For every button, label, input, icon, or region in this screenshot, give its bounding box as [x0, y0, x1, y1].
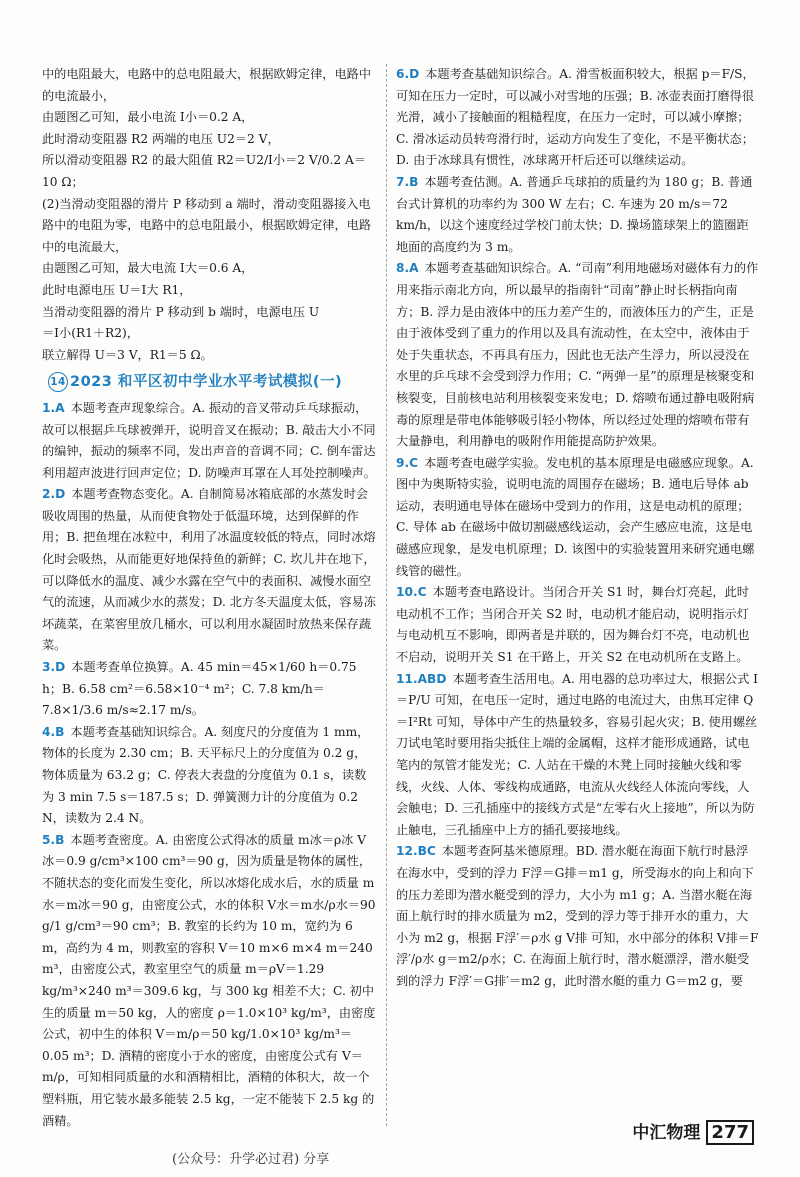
answer-key: B — [55, 724, 65, 739]
answer-key: ABD — [417, 671, 447, 686]
text-line: 的电流最小， — [42, 88, 116, 103]
answer-key: A — [55, 400, 65, 415]
text-line: ＝I小(R1＋R2)， — [42, 326, 139, 341]
item-number: 2. — [42, 487, 56, 502]
text-line: 由题图乙可知，最大电流 I大＝0.6 A， — [42, 261, 254, 276]
item-number: 6. — [396, 67, 410, 81]
answer-key: D — [55, 487, 66, 502]
item-text: 本题考查估测。A. 普通乒乓球拍的质量约为 180 g；B. 普通台式计算机的功率约为 300 W 左右；C. 车速为 20 m/s＝72 km/h，以这个速度经过学校门前太快；D. 操场篮球架上的篮圈距地面的高度约为 3 m。 — [396, 174, 753, 254]
answer-item — [396, 582, 760, 668]
item-text: 本题考查单位换算。A. 45 min＝45×1/60 h＝0.75 h；B. 6.58 cm²＝6.58×10⁻⁴ m²；C. 7.8 km/h＝7.8×1/3.6 m/s≈2.17 m/s。 — [42, 660, 357, 718]
text-line: 中的电流最大， — [42, 239, 128, 254]
answer-key: A — [409, 261, 419, 276]
text-line: 此时电源电压 U＝I大 R1， — [42, 282, 192, 297]
answer-key: B — [55, 832, 65, 847]
answer-item — [396, 841, 760, 992]
answer-item — [42, 657, 378, 722]
text-line: (2)当滑动变阻器的滑片 P 移动到 a 端时，滑动变阻器接入电 — [42, 196, 371, 211]
answer-item — [396, 669, 760, 842]
item-text: 本题考查物态变化。A. 自制简易冰箱底部的水蒸发时会吸收周围的热量，从而使食物处于低温环境，达到保鲜的作用；B. 把鱼埋在冰粒中，利用了冰温度较低的特点，同时冰熔化时会吸热，从而能更好地保持鱼的新鲜；C. 坎儿井在地下，可以降低水的温度、减少水露在空气中的表面积、减慢水面空气的流速，从而减少水的蒸发；D. 北方冬天温度太低，容易冻坏蔬菜，在菜窖里放几桶水，可以利用水凝固时放热来保存蔬菜。 — [42, 487, 376, 653]
text-line: 由题图乙可知，最小电流 I小＝0.2 A， — [42, 110, 254, 125]
page-number: 277 — [706, 1120, 754, 1145]
share-note: (公众号：升学必过君) 分享 — [172, 1152, 330, 1167]
item-number: 11. — [396, 671, 418, 686]
answer-item — [42, 484, 378, 657]
right-column — [396, 64, 760, 993]
answer-item — [42, 398, 378, 484]
item-text: 本题考查基础知识综合。A. 滑雪板面积较大，根据 p＝F/S，可知在压力一定时，可以减小对雪地的压强；B. 冰壶表面打磨得很光滑，减小了接触面的粗糙程度，在压力一定时，可以减小摩擦；C. 滑冰运动员转弯滑行时，运动方向发生了变化，不是平衡状态；D. 由于冰球具有惯性，冰球离开杆后还可以继续运动。 — [396, 67, 755, 168]
item-text: 本题考查电路设计。当闭合开关 S1 时，舞台灯亮起，此时电动机不工作；当闭合开关 S2 时，电动机才能启动，说明指示灯与电动机互不影响，即两者是并联的，因为舞台灯不亮，电动机也不启动，说明开关 S1 在干路上，开关 S2 在电动机所在支路上。 — [396, 585, 750, 665]
item-number: 4. — [42, 724, 56, 739]
answer-item — [42, 830, 378, 1132]
item-number: 5. — [42, 832, 56, 847]
section-number: 14 — [48, 372, 68, 392]
item-number: 8. — [396, 261, 410, 276]
answer-key: D — [55, 660, 66, 675]
answer-item — [396, 172, 760, 258]
item-number: 1. — [42, 400, 56, 415]
item-text: 本题考查阿基米德原理。BD. 潜水艇在海面下航行时悬浮在海水中，受到的浮力 F浮＝G排＝m1 g，所受海水的向上和向下的压力差即为潜水艇受到的浮力，大小为 m1 g；A. 当潜水艇在海面上航行时的排水质量为 m2，受到的浮力等于排开水的重力，大小为 m2 g，根据 F浮′＝ρ水 g V排 可知，水中部分的体积 V排＝F浮′/ρ水 g＝m2/ρ水；C. 在海面上航行时，潜水艇漂浮，潜水艇受到的浮力 F浮′＝G排′＝m2 g，此时潜水艇的重力 G＝m2 g，要 — [396, 844, 759, 988]
item-text: 本题考查基础知识综合。A. 刻度尺的分度值为 1 mm，物体的长度为 2.30 cm；B. 天平标尺上的分度值为 0.2 g，物体质量为 63.2 g；C. 停表大表盘的分度值为 0.1 s，读数为 3 min 7.5 s＝187.5 s；D. 弹簧测力计的分度值为 0.2 N，读数为 2.4 N。 — [42, 724, 370, 826]
text-line: 当滑动变阻器的滑片 P 移动到 b 端时，电源电压 U — [42, 304, 320, 319]
answer-key: B — [409, 174, 419, 189]
section-heading — [48, 372, 378, 394]
answer-key: BC — [417, 844, 436, 859]
answer-key: C — [409, 455, 419, 470]
item-number: 3. — [42, 660, 56, 675]
book-title: 中汇物理 — [632, 1123, 701, 1143]
text-line: 联立解得 U＝3 V，R1＝5 Ω。 — [42, 347, 213, 362]
column-divider — [386, 64, 387, 1126]
item-number: 9. — [396, 455, 410, 470]
text-line: 此时滑动变阻器 R2 两端的电压 U2＝2 V， — [42, 131, 280, 146]
item-number: 10. — [396, 585, 418, 600]
answer-item — [396, 64, 760, 172]
text-line: 所以滑动变阻器 R2 的最大阻值 R2＝U2/I小＝2 V/0.2 A＝10 Ω； — [42, 153, 367, 189]
item-text: 本题考查密度。A. 由密度公式得冰的质量 m冰＝ρ冰 V冰＝0.9 g/cm³×100 cm³＝90 g，因为质量是物体的属性，不随状态的变化而发生变化，所以冰熔化成水后，水的质量 m水＝m冰＝90 g，由密度公式，水的体积 V水＝m水/ρ水＝90 g/1 g/cm³＝90 cm³；B. 教室的长约为 10 m，宽约为 6 m，高约为 4 m，则教室的容积 V＝10 m×6 m×4 m＝240 m³，由密度公式，教室里空气的质量 m＝ρV＝1.29 kg/m³×240 m³＝309.6 kg，与 300 kg 相差不大；C. 初中生的质量 m＝50 kg，人的密度 ρ＝1.0×10³ kg/m³，由密度公式，初中生的体积 V＝m/ρ＝50 kg/1.0×10³ kg/m³＝0.05 m³；D. 酒精的密度小于水的密度，由密度公式有 V＝m/ρ，可知相同质量的水和酒精相比，酒精的体积大，故一个塑料瓶，用它装水最多能装 2.5 kg，一定不能装下 2.5 kg 的酒精。 — [42, 832, 376, 1128]
item-text: 本题考查生活用电。A. 用电器的总功率过大，根据公式 I＝P/U 可知，在电压一定时，通过电路的电流过大，由焦耳定律 Q＝I²Rt 可知，导体中产生的热量较多，容易引起火灾；B. 使用螺丝刀试电笔时要用指尖抵住上端的金属帽，这样才能形成通路，试电笔内的氖管才能发光；C. 人站在干燥的木凳上同时接触火线和零线，火线、人体、零线构成通路，电流从火线经人体流向零线，人会触电；D. 三孔插座中的接线方式是“左零右火上接地”，所以为防止触电，三孔插座中上方的插孔要接地线。 — [396, 671, 758, 837]
item-text: 本题考查电磁学实验。发电机的基本原理是电磁感应现象。A. 图中为奥斯特实验，说明电流的周围存在磁场；B. 通电后导体 ab 运动，表明通电导体在磁场中受到力的作用，这是电动机的原理；C. 导体 ab 在磁场中做切割磁感线运动，会产生感应电流，这是电磁感应现象，是发电机原理；D. 该图中的实验装置用来研究通电螺线管的磁性。 — [396, 455, 755, 578]
text-line: 路中的电阻为零，电路中的总电阻最小，根据欧姆定律，电路 — [42, 218, 372, 233]
answer-item — [42, 722, 378, 830]
answer-item — [396, 258, 760, 452]
page-footer — [632, 1118, 754, 1145]
answer-item — [396, 453, 760, 583]
item-number: 12. — [396, 844, 418, 859]
answer-key: D — [409, 67, 420, 81]
item-number: 7. — [396, 174, 410, 189]
section-title: 2023 和平区初中学业水平考试模拟(一) — [70, 374, 343, 391]
item-text: 本题考查声现象综合。A. 振动的音叉带动乒乓球振动，故可以根据乒乓球被弹开，说明音叉在振动；B. 敲击大小不同的编钟，振动的频率不同，发出声音的音调不同；C. 倒车雷达利用超声波进行回声定位；D. 防噪声耳罩在人耳处控制噪声。 — [42, 400, 376, 480]
text-line: 中的电阻最大，电路中的总电阻最大，根据欧姆定律，电路中 — [42, 67, 372, 81]
left-column — [42, 64, 378, 1132]
answer-key: C — [417, 585, 427, 600]
item-text: 本题考查基础知识综合。A. “司南”利用地磁场对磁体有力的作用来指示南北方向，所以最早的指南针“司南”静止时长柄指向南方；B. 浮力是由液体中的压力差产生的，而液体压力的产生，正是由于液体受到了重力的作用以及具有流动性，在太空中，液体由于处于失重状态，不再具有压力，因此也无法产生浮力，所以浸没在水里的乒乓球不会受到浮力作用；C. “两弹一星”的原理是核聚变和核裂变，目前核电站利用核裂变来发电；D. 熔喷布通过静电吸附病毒的原理是带电体能够吸引轻小物体，所以经过处理的熔喷布带有大量静电，利用静电的吸附作用能提高防护效果。 — [396, 261, 759, 449]
